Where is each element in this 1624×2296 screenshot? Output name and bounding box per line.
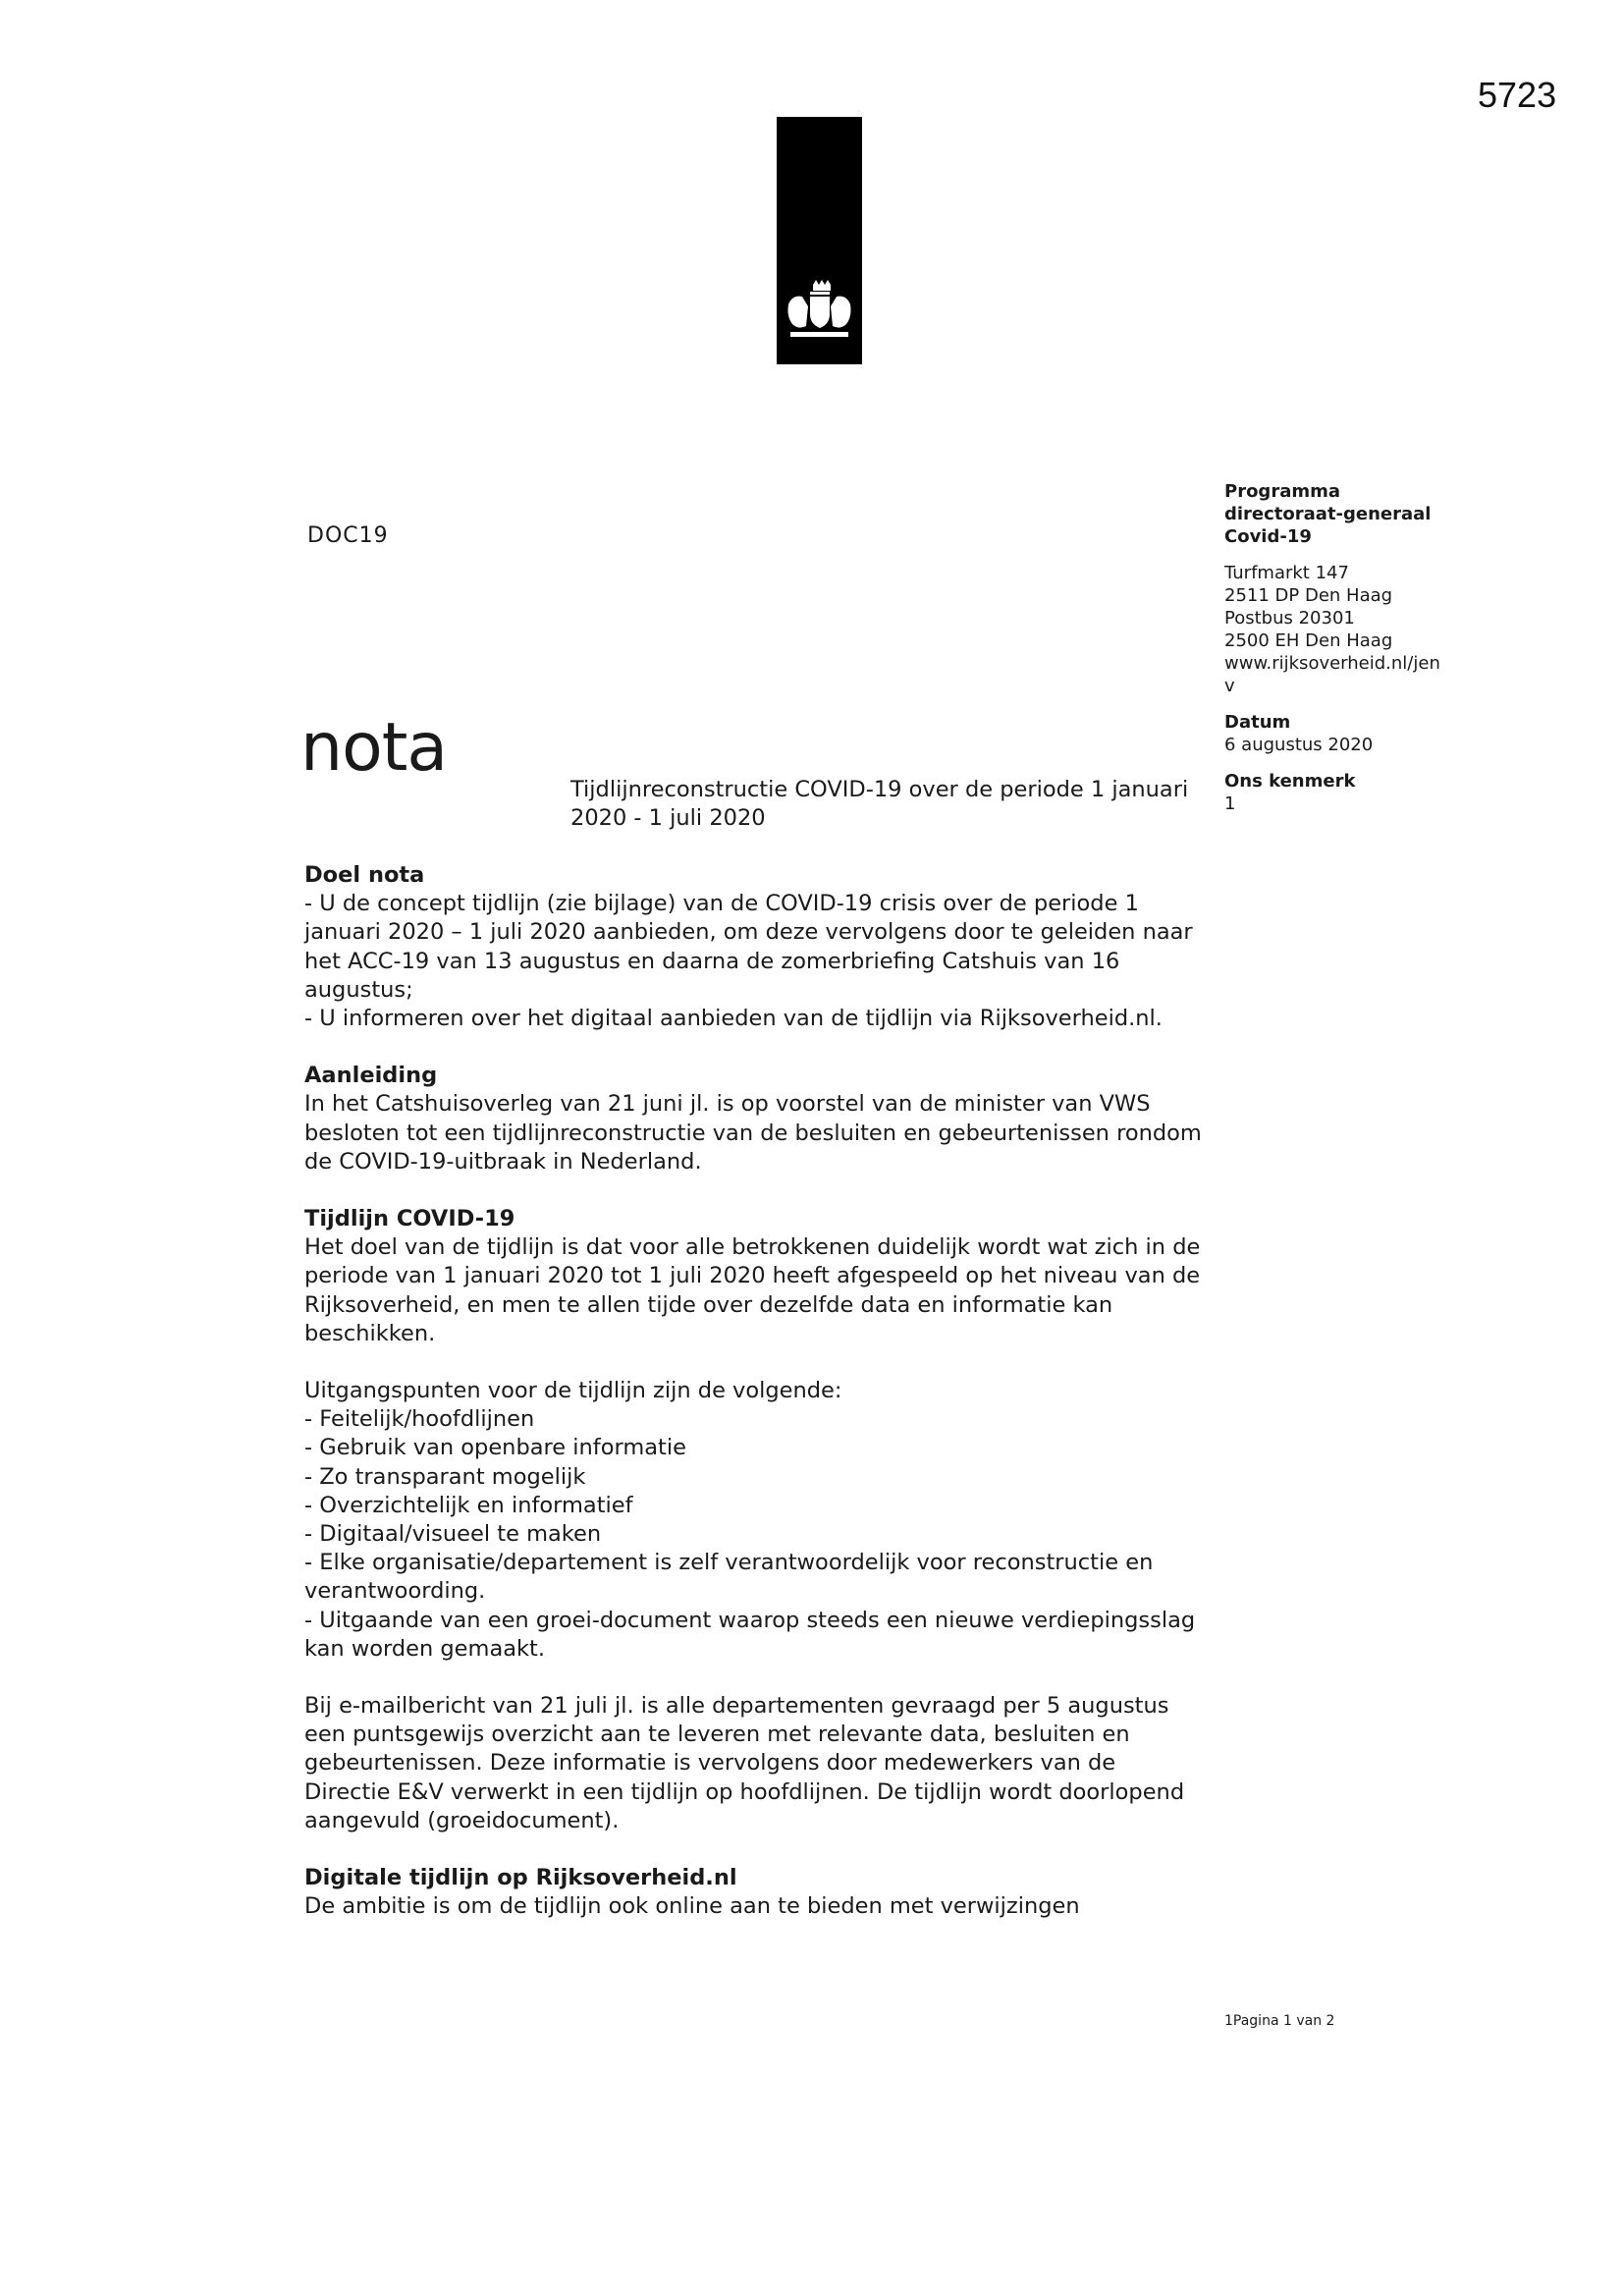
section-heading: Aanleiding [304,1063,438,1089]
section-paragraph: - U informeren over het digitaal aanbieden van de tijdlijn via Rijksoverheid.nl. [304,1006,1163,1032]
sender-sidebar [1224,480,1480,829]
list-item: - Uitgaande van een groei-document waarop steeds een nieuwe verdiepingsslag kan worden gemaakt. [304,1607,1196,1662]
page-footer: 1Pagina 1 van 2 [1224,2013,1335,2029]
reference-value: 1 [1224,793,1236,814]
government-logo [777,117,862,364]
section-doel [304,861,1208,1033]
section-paragraph: De ambitie is om de tijdlijn ook online aan te bieden met verwijzingen [304,1893,1080,1920]
reference-label: Ons kenmerk [1224,771,1356,792]
section-paragraph: In het Catshuisoverleg van 21 juni jl. is op voorstel van de minister van VWS besloten tot een tijdlijnreconstructie van de besluiten en gebeurtenissen rondom de COVID-19-uitbraak in Nederland. [304,1091,1202,1175]
list-item: - Zo transparant mogelijk [304,1463,586,1490]
document-code: DOC19 [307,523,389,548]
section-digitaal [304,1864,1208,1921]
address-line: v [1224,676,1235,696]
address-line: Postbus 20301 [1224,608,1355,629]
list-item: - Digitaal/visueel te maken [304,1521,602,1548]
section-paragraph: - U de concept tijdlijn (zie bijlage) van de COVID-19 crisis over de periode 1 januari 2020 – 1 juli 2020 aanbieden, om deze vervolgens door te geleiden naar het ACC-19 van 13 augustus en daarna de zomerbriefing Catshuis van 16 augustus; [304,891,1193,1003]
list-item: - Elke organisatie/departement is zelf verantwoordelijk voor reconstructie en verantwoording. [304,1550,1154,1605]
document-body [304,861,1208,1950]
section-uitgangspunten [304,1377,1208,1664]
list-item: - Gebruik van openbare informatie [304,1435,686,1461]
address-line: 2511 DP Den Haag [1224,585,1393,606]
sender-organization [1224,480,1480,548]
section-tijdlijn [304,1205,1208,1348]
sender-address [1224,562,1480,697]
org-line: directoraat-generaal [1224,504,1432,524]
address-line: 2500 EH Den Haag [1224,630,1393,651]
address-line: Turfmarkt 147 [1224,563,1349,583]
document-subject: Tijdlijnreconstructie COVID-19 over de periode 1 januari 2020 - 1 juli 2020 [570,777,1189,831]
section-paragraph: Het doel van de tijdlijn is dat voor alle betrokkenen duidelijk wordt wat zich in de periode van 1 januari 2020 tot 1 juli 2020 heeft afgespeeld op het niveau van de Rijksoverheid, en men te allen tijde over dezelfde data en informatie kan beschikken. [304,1234,1201,1346]
document-title: nota [300,709,448,787]
section-aanleiding [304,1062,1208,1176]
section-paragraph: Bij e-mailbericht van 21 juli jl. is alle departementen gevraagd per 5 augustus een puntsgewijs overzicht aan te leveren met relevante data, besluiten en gebeurtenissen. Deze informatie is vervolgens door medewerkers van de Directie E&V verwerkt in een tijdlijn op hoofdlijnen. De tijdlijn wordt doorlopend aangevuld (groeidocument). [304,1693,1185,1833]
date-value: 6 augustus 2020 [1224,735,1374,755]
page-number: 5723 [1478,75,1557,115]
list-item: - Overzichtelijk en informatief [304,1492,633,1518]
section-heading: Tijdlijn COVID-19 [304,1206,515,1232]
section-email [304,1692,1208,1835]
date-block [1224,711,1480,756]
coat-of-arms-icon [777,279,862,348]
org-line: Covid-19 [1224,526,1312,547]
date-label: Datum [1224,712,1291,733]
list-item: - Feitelijk/hoofdlijnen [304,1406,535,1433]
org-line: Programma [1224,481,1341,502]
address-line: www.rijksoverheid.nl/jen [1224,653,1440,674]
list-intro: Uitgangspunten voor de tijdlijn zijn de volgende: [304,1378,842,1404]
reference-block [1224,770,1480,815]
section-heading: Digitale tijdlijn op Rijksoverheid.nl [304,1865,737,1891]
section-heading: Doel nota [304,862,425,888]
